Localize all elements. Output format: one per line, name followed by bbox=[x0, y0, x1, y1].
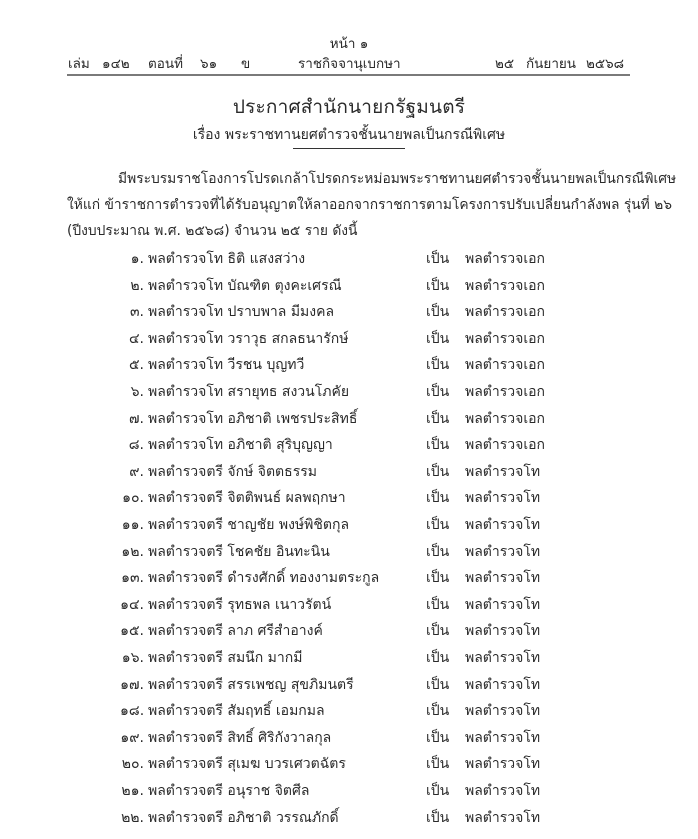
as-label: เป็น bbox=[426, 304, 450, 321]
volume-number: ๑๔๒ bbox=[102, 56, 130, 72]
officer-name: พลตำรวจตรี ดำรงศักดิ์ ทองงามตระกูล bbox=[148, 570, 380, 587]
new-rank: พลตำรวจโท bbox=[465, 570, 541, 587]
list-item bbox=[0, 674, 698, 700]
section-label: ตอนที่ bbox=[148, 56, 184, 72]
list-item bbox=[0, 594, 698, 620]
list-item bbox=[0, 567, 698, 593]
new-rank: พลตำรวจโท bbox=[465, 703, 541, 720]
list-item bbox=[0, 620, 698, 646]
officer-name: พลตำรวจโท วีรชน บุญทวี bbox=[148, 357, 305, 374]
document-subject: เรื่อง พระราชทานยศตำรวจชั้นนายพลเป็นกรณีพิเศษ bbox=[192, 127, 506, 143]
item-number: ๒๐. bbox=[121, 756, 144, 773]
item-number: ๘. bbox=[128, 437, 144, 454]
officer-name: พลตำรวจตรี จักษ์ จิตตธรรม bbox=[148, 463, 317, 480]
new-rank: พลตำรวจโท bbox=[465, 809, 541, 826]
as-label: เป็น bbox=[426, 437, 450, 454]
item-number: ๑๖. bbox=[121, 650, 144, 666]
as-label: เป็น bbox=[426, 490, 450, 507]
new-rank: พลตำรวจโท bbox=[465, 650, 541, 666]
as-label: เป็น bbox=[426, 703, 450, 720]
officer-name: พลตำรวจตรี สัมฤทธิ์ เอมกมล bbox=[148, 703, 325, 720]
body-line-2: ให้แก่ ข้าราชการตำรวจที่ได้รับอนุญาตให้ลาออกจากราชการตามโครงการปรับเปลี่ยนกำลังพล รุ่นที่ ๒๖ bbox=[67, 197, 673, 213]
list-item bbox=[0, 487, 698, 513]
section-number: ๖๑ bbox=[200, 56, 218, 72]
officer-name: พลตำรวจตรี สิทธิ์ ศิริกังวาลกุล bbox=[148, 729, 332, 746]
volume-label: เล่ม bbox=[68, 56, 90, 72]
officer-name: พลตำรวจตรี จิตติพนธ์ ผลพฤกษา bbox=[148, 490, 346, 507]
item-number: ๔. bbox=[128, 330, 144, 347]
list-item bbox=[0, 275, 698, 301]
item-number: ๖. bbox=[130, 384, 144, 400]
as-label: เป็น bbox=[426, 357, 450, 374]
new-rank: พลตำรวจโท bbox=[465, 596, 541, 613]
officer-name: พลตำรวจตรี อภิชาติ วรรณภักดิ์ bbox=[148, 809, 339, 826]
list-item bbox=[0, 727, 698, 753]
date-year: ๒๕๖๘ bbox=[586, 56, 625, 72]
as-label: เป็น bbox=[426, 783, 450, 799]
as-label: เป็น bbox=[426, 809, 450, 826]
as-label: เป็น bbox=[426, 650, 450, 666]
officer-name: พลตำรวจโท ธิติ แสงสว่าง bbox=[148, 251, 306, 267]
list-item bbox=[0, 301, 698, 327]
as-label: เป็น bbox=[426, 570, 450, 587]
as-label: เป็น bbox=[426, 277, 450, 294]
item-number: ๑๕. bbox=[120, 623, 144, 640]
as-label: เป็น bbox=[426, 596, 450, 613]
date-month: กันยายน bbox=[526, 56, 577, 72]
list-item bbox=[0, 807, 698, 833]
new-rank: พลตำรวจโท bbox=[465, 463, 541, 480]
item-number: ๑๑. bbox=[121, 517, 144, 533]
officer-name: พลตำรวจตรี ลาภ ศรีสำอางค์ bbox=[148, 623, 323, 640]
list-item bbox=[0, 354, 698, 380]
new-rank: พลตำรวจโท bbox=[465, 623, 541, 640]
officer-name: พลตำรวจโท อภิชาติ สุริบุญญา bbox=[148, 437, 333, 454]
officer-name: พลตำรวจตรี สมนึก มากมี bbox=[148, 650, 303, 666]
list-item bbox=[0, 434, 698, 460]
list-item bbox=[0, 647, 698, 673]
as-label: เป็น bbox=[426, 463, 450, 480]
list-item bbox=[0, 248, 698, 274]
new-rank: พลตำรวจโท bbox=[465, 729, 541, 746]
list-item bbox=[0, 514, 698, 540]
list-item bbox=[0, 328, 698, 354]
item-number: ๓. bbox=[129, 304, 144, 321]
item-number: ๑๓. bbox=[121, 570, 144, 587]
list-item bbox=[0, 780, 698, 806]
item-number: ๒. bbox=[130, 277, 144, 294]
as-label: เป็น bbox=[426, 330, 450, 347]
list-item bbox=[0, 461, 698, 487]
gazette-name: ราชกิจจานุเบกษา bbox=[298, 56, 401, 72]
as-label: เป็น bbox=[426, 251, 450, 267]
section-type: ข bbox=[241, 56, 251, 72]
new-rank: พลตำรวจเอก bbox=[465, 357, 546, 374]
officer-name: พลตำรวจตรี สรรเพชญ สุขภิมนตรี bbox=[148, 676, 354, 693]
as-label: เป็น bbox=[426, 623, 450, 640]
officer-name: พลตำรวจโท วราวุธ สกลธนารักษ์ bbox=[148, 330, 349, 347]
officer-name: พลตำรวจโท อภิชาติ เพชรประสิทธิ์ bbox=[148, 410, 358, 427]
new-rank: พลตำรวจโท bbox=[465, 543, 541, 560]
as-label: เป็น bbox=[426, 517, 450, 533]
new-rank: พลตำรวจเอก bbox=[465, 251, 546, 267]
officer-name: พลตำรวจตรี อนุราช จิตศีล bbox=[148, 783, 310, 799]
new-rank: พลตำรวจโท bbox=[465, 756, 541, 773]
new-rank: พลตำรวจเอก bbox=[465, 437, 546, 454]
date-day: ๒๕ bbox=[495, 56, 515, 72]
new-rank: พลตำรวจโท bbox=[465, 490, 541, 507]
new-rank: พลตำรวจเอก bbox=[465, 304, 546, 321]
new-rank: พลตำรวจเอก bbox=[465, 330, 546, 347]
new-rank: พลตำรวจโท bbox=[465, 517, 541, 533]
page-number: หน้า ๑ bbox=[329, 36, 369, 52]
item-number: ๑๐. bbox=[122, 490, 144, 507]
as-label: เป็น bbox=[426, 676, 450, 693]
item-number: ๑๙. bbox=[120, 729, 144, 746]
new-rank: พลตำรวจโท bbox=[465, 676, 541, 693]
officer-name: พลตำรวจโท ปราบพาล มีมงคล bbox=[148, 304, 335, 321]
body-line-1: มีพระบรมราชโองการโปรดเกล้าโปรดกระหม่อมพระราชทานยศตำรวจชั้นนายพลเป็นกรณีพิเศษ bbox=[118, 171, 677, 187]
as-label: เป็น bbox=[426, 756, 450, 773]
officer-name: พลตำรวจโท บัณฑิต ตุงคะเศรณี bbox=[148, 277, 342, 294]
title-divider bbox=[293, 148, 405, 149]
item-number: ๗. bbox=[129, 410, 144, 427]
officer-name: พลตำรวจตรี ชาญชัย พงษ์พิชิตกุล bbox=[148, 517, 350, 533]
header-rule bbox=[67, 74, 630, 76]
new-rank: พลตำรวจเอก bbox=[465, 410, 546, 427]
body-line-3: (ปีงบประมาณ พ.ศ. ๒๕๖๘) จำนวน ๒๕ ราย ดังนี้ bbox=[67, 223, 358, 239]
new-rank: พลตำรวจโท bbox=[465, 783, 541, 799]
officer-name: พลตำรวจตรี รุทธพล เนาวรัตน์ bbox=[148, 596, 332, 613]
as-label: เป็น bbox=[426, 729, 450, 746]
item-number: ๕. bbox=[128, 357, 144, 374]
new-rank: พลตำรวจเอก bbox=[465, 384, 546, 400]
item-number: ๙. bbox=[129, 463, 144, 480]
list-item bbox=[0, 408, 698, 434]
officer-name: พลตำรวจตรี สุเมฆ บวรเศวตฉัตร bbox=[148, 756, 346, 773]
new-rank: พลตำรวจเอก bbox=[465, 277, 546, 294]
item-number: ๑๘. bbox=[120, 703, 145, 720]
as-label: เป็น bbox=[426, 384, 450, 400]
list-item bbox=[0, 700, 698, 726]
item-number: ๑๔. bbox=[120, 596, 144, 613]
as-label: เป็น bbox=[426, 543, 450, 560]
officer-name: พลตำรวจโท สรายุทธ สงวนโภคัย bbox=[148, 384, 350, 400]
item-number: ๒๑. bbox=[121, 783, 144, 799]
document-title: ประกาศสำนักนายกรัฐมนตรี bbox=[232, 96, 466, 118]
list-item bbox=[0, 381, 698, 407]
item-number: ๑. bbox=[130, 251, 144, 267]
officer-name: พลตำรวจตรี โชคชัย อินทะนิน bbox=[148, 543, 330, 560]
list-item bbox=[0, 541, 698, 567]
item-number: ๑๒. bbox=[121, 543, 144, 560]
list-item bbox=[0, 753, 698, 779]
item-number: ๑๗. bbox=[120, 676, 144, 693]
as-label: เป็น bbox=[426, 410, 450, 427]
item-number: ๒๒. bbox=[121, 809, 144, 826]
